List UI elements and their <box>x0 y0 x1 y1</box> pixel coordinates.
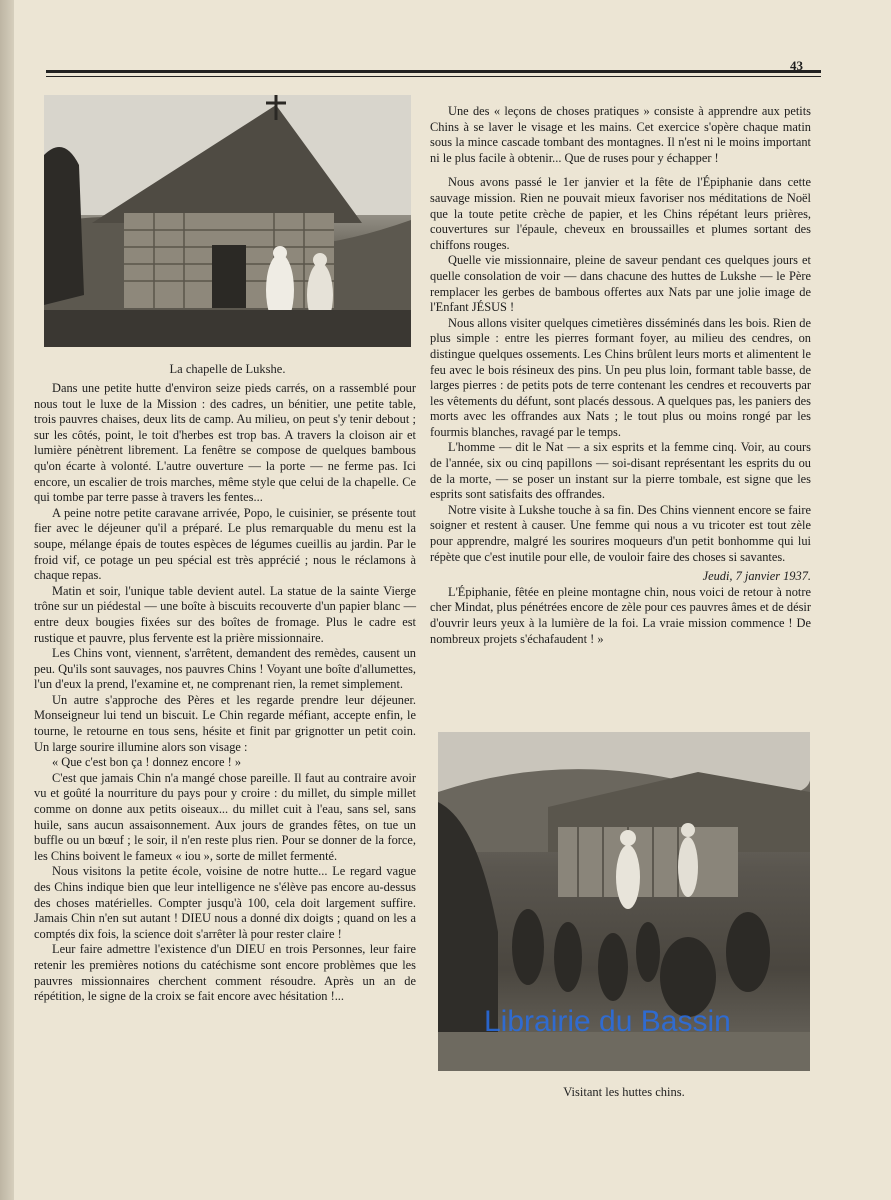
quote: « Que c'est bon ça ! donnez encore ! » <box>52 755 242 770</box>
paragraph: Nous avons passé le 1er janvier et la fête de l'Épiphanie dans cette sauvage mission. Rien ne pouvait mieux favoriser nos méditations de Noël que la toute petite crèche de papier, et les Chins répétant leurs prières, couvertures sur l'épaule, cheveux en broussailles et plumes sortant des chiffons rouges. <box>430 175 811 252</box>
book-spine <box>0 0 14 1200</box>
paragraph: A peine notre petite caravane arrivée, Popo, le cuisinier, se présente tout fier avec le déjeuner qu'il a préparé. Le plus remarquable du menu est la soupe, mélange épais de toutes espèces de légumes cueillis au jardin. Par le froid vif, ce potage un peu spécial est très apprécié ; nous le réclamons à chaque repas. <box>34 505 416 583</box>
header-rule <box>46 70 821 73</box>
dateline: Jeudi, 7 janvier 1937. <box>702 569 811 584</box>
header-rule-thin <box>46 76 821 77</box>
paragraph: Notre visite à Lukshe touche à sa fin. Des Chins viennent encore se faire soigner et restent à causer. Une femme qui nous a vu tricoter est tout zèle pour apprendre, malgré les sourires moqueurs d'un petit bonhomme qui lui répète que c'est inutile pour elle, de vouloir faire des choses si savantes. <box>430 502 811 564</box>
paragraph: L'homme — dit le Nat — a six esprits et la femme cinq. Voir, au cours de l'année, six ou cinq papillons — soi-disant représentant les esprits du ou de la morte, — se poser un instant sur la pierre tombale, est signe que les esprits sont satisfaits des offrandes. <box>430 440 811 502</box>
paragraph: Leur faire admettre l'existence d'un DIEU en trois Personnes, leur faire retenir les premières notions du catéchisme sont encore problèmes que les pauvres missionnaires cherchent comment résoudre. Après un an de répétition, le signe de la croix se fait encore avec hésitation !... <box>34 942 416 1004</box>
chapel-illustration <box>44 95 411 347</box>
paragraph: Les Chins vont, viennent, s'arrêtent, demandent des remèdes, causent un peu. Qu'ils sont sauvages, nos pauvres Chins ! Voyant une boîte d'allumettes, l'un d'eux la prend, l'examine et, ne comprenant rien, la remet simplement. <box>34 646 416 692</box>
paragraph: Quelle vie missionnaire, pleine de saveur pendant ces quelques jours et quelle consolation de voir — dans chacune des huttes de Lukshe — le Père remplacer les gerbes de bambous offertes aux Nats par une jolie image de l'Enfant JÉSUS ! <box>430 253 811 315</box>
paragraph: Nous visitons la petite école, voisine de notre hutte... Le regard vague des Chins indique bien que leur intelligence ne s'élève pas encore au-dessus des choses matérielles. Compter jusqu'à 100, cela doit largement suffire. Jamais Chin n'en sut autant ! DIEU nous a donné dix doigts ; quand on les a comptés dix fois, la science doit s'arrêter là pour rester claire ! <box>34 864 416 941</box>
paragraph: C'est que jamais Chin n'a mangé chose pareille. Il faut au contraire avoir vu et goûté la nourriture du pays pour y croire : du millet, du simple millet comme on donne aux petits oiseaux... du millet cuit à l'eau, sans sel, sans huile, sans aucun assaisonnement. Aux jours de grandes fêtes, on tue un buffle ou un bœuf ; le soir, il n'en reste plus rien. Pour se donner de la force, les Chins boivent le fameux « iou », sorte de millet fermenté. <box>34 770 416 863</box>
page-number: 43 <box>790 58 803 73</box>
magazine-page <box>14 0 891 1200</box>
chapel-photo <box>44 95 411 347</box>
paragraph: Dans une petite hutte d'environ seize pieds carrés, on a rassemblé pour nous tout le luxe de la Mission : des cadres, un bénitier, une petite table, trois pauvres chaises, deux lits de camp. Au milieu, on peut s'y tenir debout ; sur les côtés, point, le toit d'herbes est trop bas. A travers la cloison air et lumière pénètrent librement. La fenêtre se compose de quelques bambous qu'on écarte à volonté. L'autre ouverture — la porte — ne ferme pas. Ici encore, un escalier de trois marches, même style que celui de la chapelle. Ce qui tombe par terre passe à travers les fentes... <box>34 381 416 505</box>
huts-photo-caption: Visitant les huttes chins. <box>563 1085 685 1099</box>
paragraph: Matin et soir, l'unique table devient autel. La statue de la sainte Vierge trône sur un piédestal — une boîte à biscuits recouverte d'un papier blanc — entre deux bougies fixées sur des boîtes de fromage. Plus le cadre est rustique et pauvre, plus fervente est la prière missionnaire. <box>34 583 416 645</box>
paragraph: L'Épiphanie, fêtée en pleine montagne chin, nous voici de retour à notre cher Mindat, plus pénétrées encore de zèle pour ces pauvres âmes et de désir d'ouvrir leurs yeux à la lumière de la foi. La vraie mission commence ! De nombreux projets s'échafaudent ! » <box>430 584 811 646</box>
chapel-photo-caption: La chapelle de Lukshe. <box>169 362 286 376</box>
watermark: Librairie du Bassin <box>484 1005 731 1038</box>
paragraph: Une des « leçons de choses pratiques » consiste à apprendre aux petits Chins à se laver le visage et les mains. Cet exercice s'opère chaque matin sous la mince cascade tombant des montagnes. Il n'est ni le moins important ni le plus facile à obtenir... Que de ruses pour y échapper ! <box>430 104 811 165</box>
right-text-column <box>430 104 811 647</box>
paragraph: Un autre s'approche des Pères et les regarde prendre leur déjeuner. Monseigneur lui tend un biscuit. Le Chin regarde méfiant, accepte enfin, le tourne, le retourne en tous sens, hésite et finit par grignotter un petit coin. Un large sourire illumine alors son visage : <box>34 692 416 754</box>
left-text-column <box>34 381 416 1005</box>
paragraph: Nous allons visiter quelques cimetières disséminés dans les bois. Rien de plus simple : entre les pierres formant foyer, au milieu des cendres, on distingue quelques ossements. Les Chins brûlent leurs morts et alimentent le feu avec le bois résineux des pins. Un peu plus loin, formant table basse, de larges pierres : de petits pots de terre contenant les cendres et recouverts par les vêtements du défunt, sont placés dessous. A quelques pas, les paniers des morts avec les offrandes aux Nats ; le tout plus ou moins rongé par les fourmis blanches, ravagé par le temps. <box>430 315 811 439</box>
